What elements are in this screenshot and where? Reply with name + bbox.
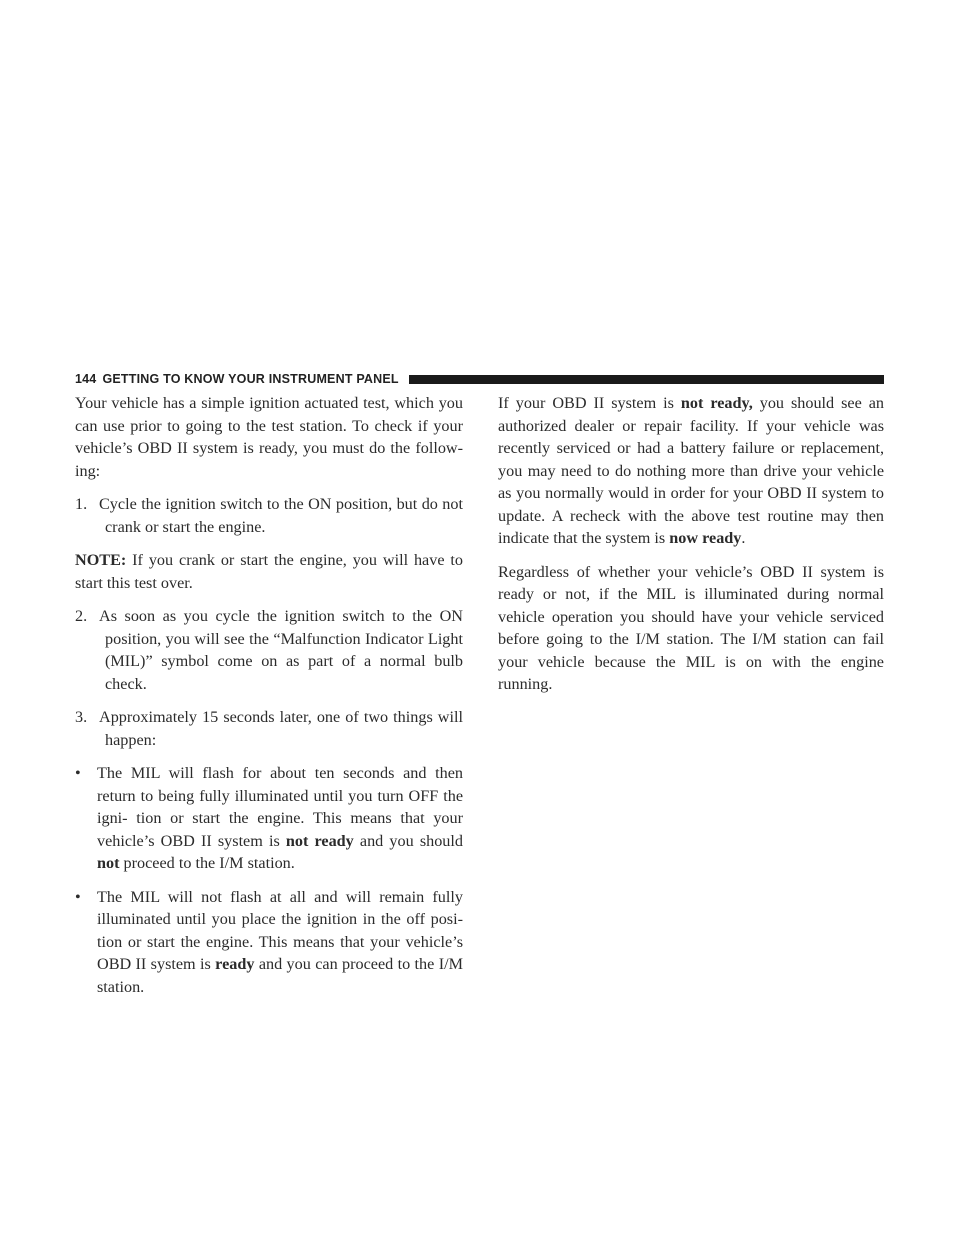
bullet-icon: • <box>75 764 81 782</box>
bullet-item <box>75 886 463 999</box>
page-header <box>75 369 884 389</box>
header-rule <box>409 375 884 384</box>
step-1-number: 1. <box>75 495 88 513</box>
not-ready-bold: not ready, <box>680 394 753 412</box>
step-3-number: 3. <box>75 708 88 726</box>
note-paragraph <box>75 549 463 594</box>
paragraph-text: . <box>741 529 746 547</box>
section-title: GETTING TO KNOW YOUR INSTRUMENT PANEL <box>102 372 399 386</box>
paragraph-text: you should see an authorized dealer or repair facility. If your vehicle was recently serviced or had a battery failure or replacement, you may need to do nothing more than drive your vehicle as you normally would in order for your OBD II system to update. A recheck with the above test routine may then indicate that the system is <box>498 394 884 547</box>
bullet-bold: not <box>97 854 120 872</box>
bullet-bold: not ready <box>285 831 354 850</box>
not-ready-paragraph <box>498 392 884 550</box>
now-ready-bold: now ready <box>669 529 742 547</box>
step-3-text: Approximately 15 seconds later, one of two things will happen: <box>99 708 463 749</box>
step-1 <box>75 493 463 538</box>
bullet-text: The MIL will flash for about ten seconds and then return to being fully illuminated until you turn OFF the igni- tion or start the engine. This means that your vehicle’s OBD II system is <box>97 764 463 850</box>
step-2-text: As soon as you cycle the ignition switch to the ON position, you will see the “Malfunction Indicator Light (MIL)” symbol come on as part of a normal bulb check. <box>99 607 463 693</box>
bullet-text: and you should <box>353 831 463 850</box>
note-label: NOTE: <box>75 551 127 569</box>
paragraph-text: If your OBD II system is <box>498 394 681 412</box>
bullet-icon: • <box>75 887 81 906</box>
intro-paragraph: Your vehicle has a simple ignition actuated test, which you can use prior to going to the test station. To check if your vehicle’s OBD II system is ready, you must do the follow- ing: <box>75 394 463 480</box>
step-2-number: 2. <box>75 607 88 625</box>
bullet-item <box>75 762 463 875</box>
step-3 <box>75 706 463 751</box>
step-2 <box>75 605 463 695</box>
bullet-bold: ready <box>215 955 255 973</box>
step-1-text: Cycle the ignition switch to the ON position, but do not crank or start the engine. <box>99 495 463 536</box>
bullet-text: proceed to the I/M station. <box>119 854 295 872</box>
mil-illuminated-paragraph: Regardless of whether your vehicle’s OBD II system is ready or not, if the MIL is illuminated during normal vehicle operation you should have your vehicle serviced before going to the I/M station. The I/M station can fail your vehicle because the MIL is on with the engine running. <box>498 562 884 693</box>
left-column <box>75 392 463 1009</box>
note-text: If you crank or start the engine, you will have to start this test over. <box>75 551 463 592</box>
bullet-text: The MIL will not flash at all and will remain fully illuminated until you place the ignition in the off posi- tion or start the engine. This means that your vehicle’s OBD II system is <box>97 887 463 973</box>
right-column <box>498 392 884 707</box>
page-number: 144 <box>75 372 97 386</box>
bullet-text: and you can proceed to the I/M station. <box>97 955 463 996</box>
